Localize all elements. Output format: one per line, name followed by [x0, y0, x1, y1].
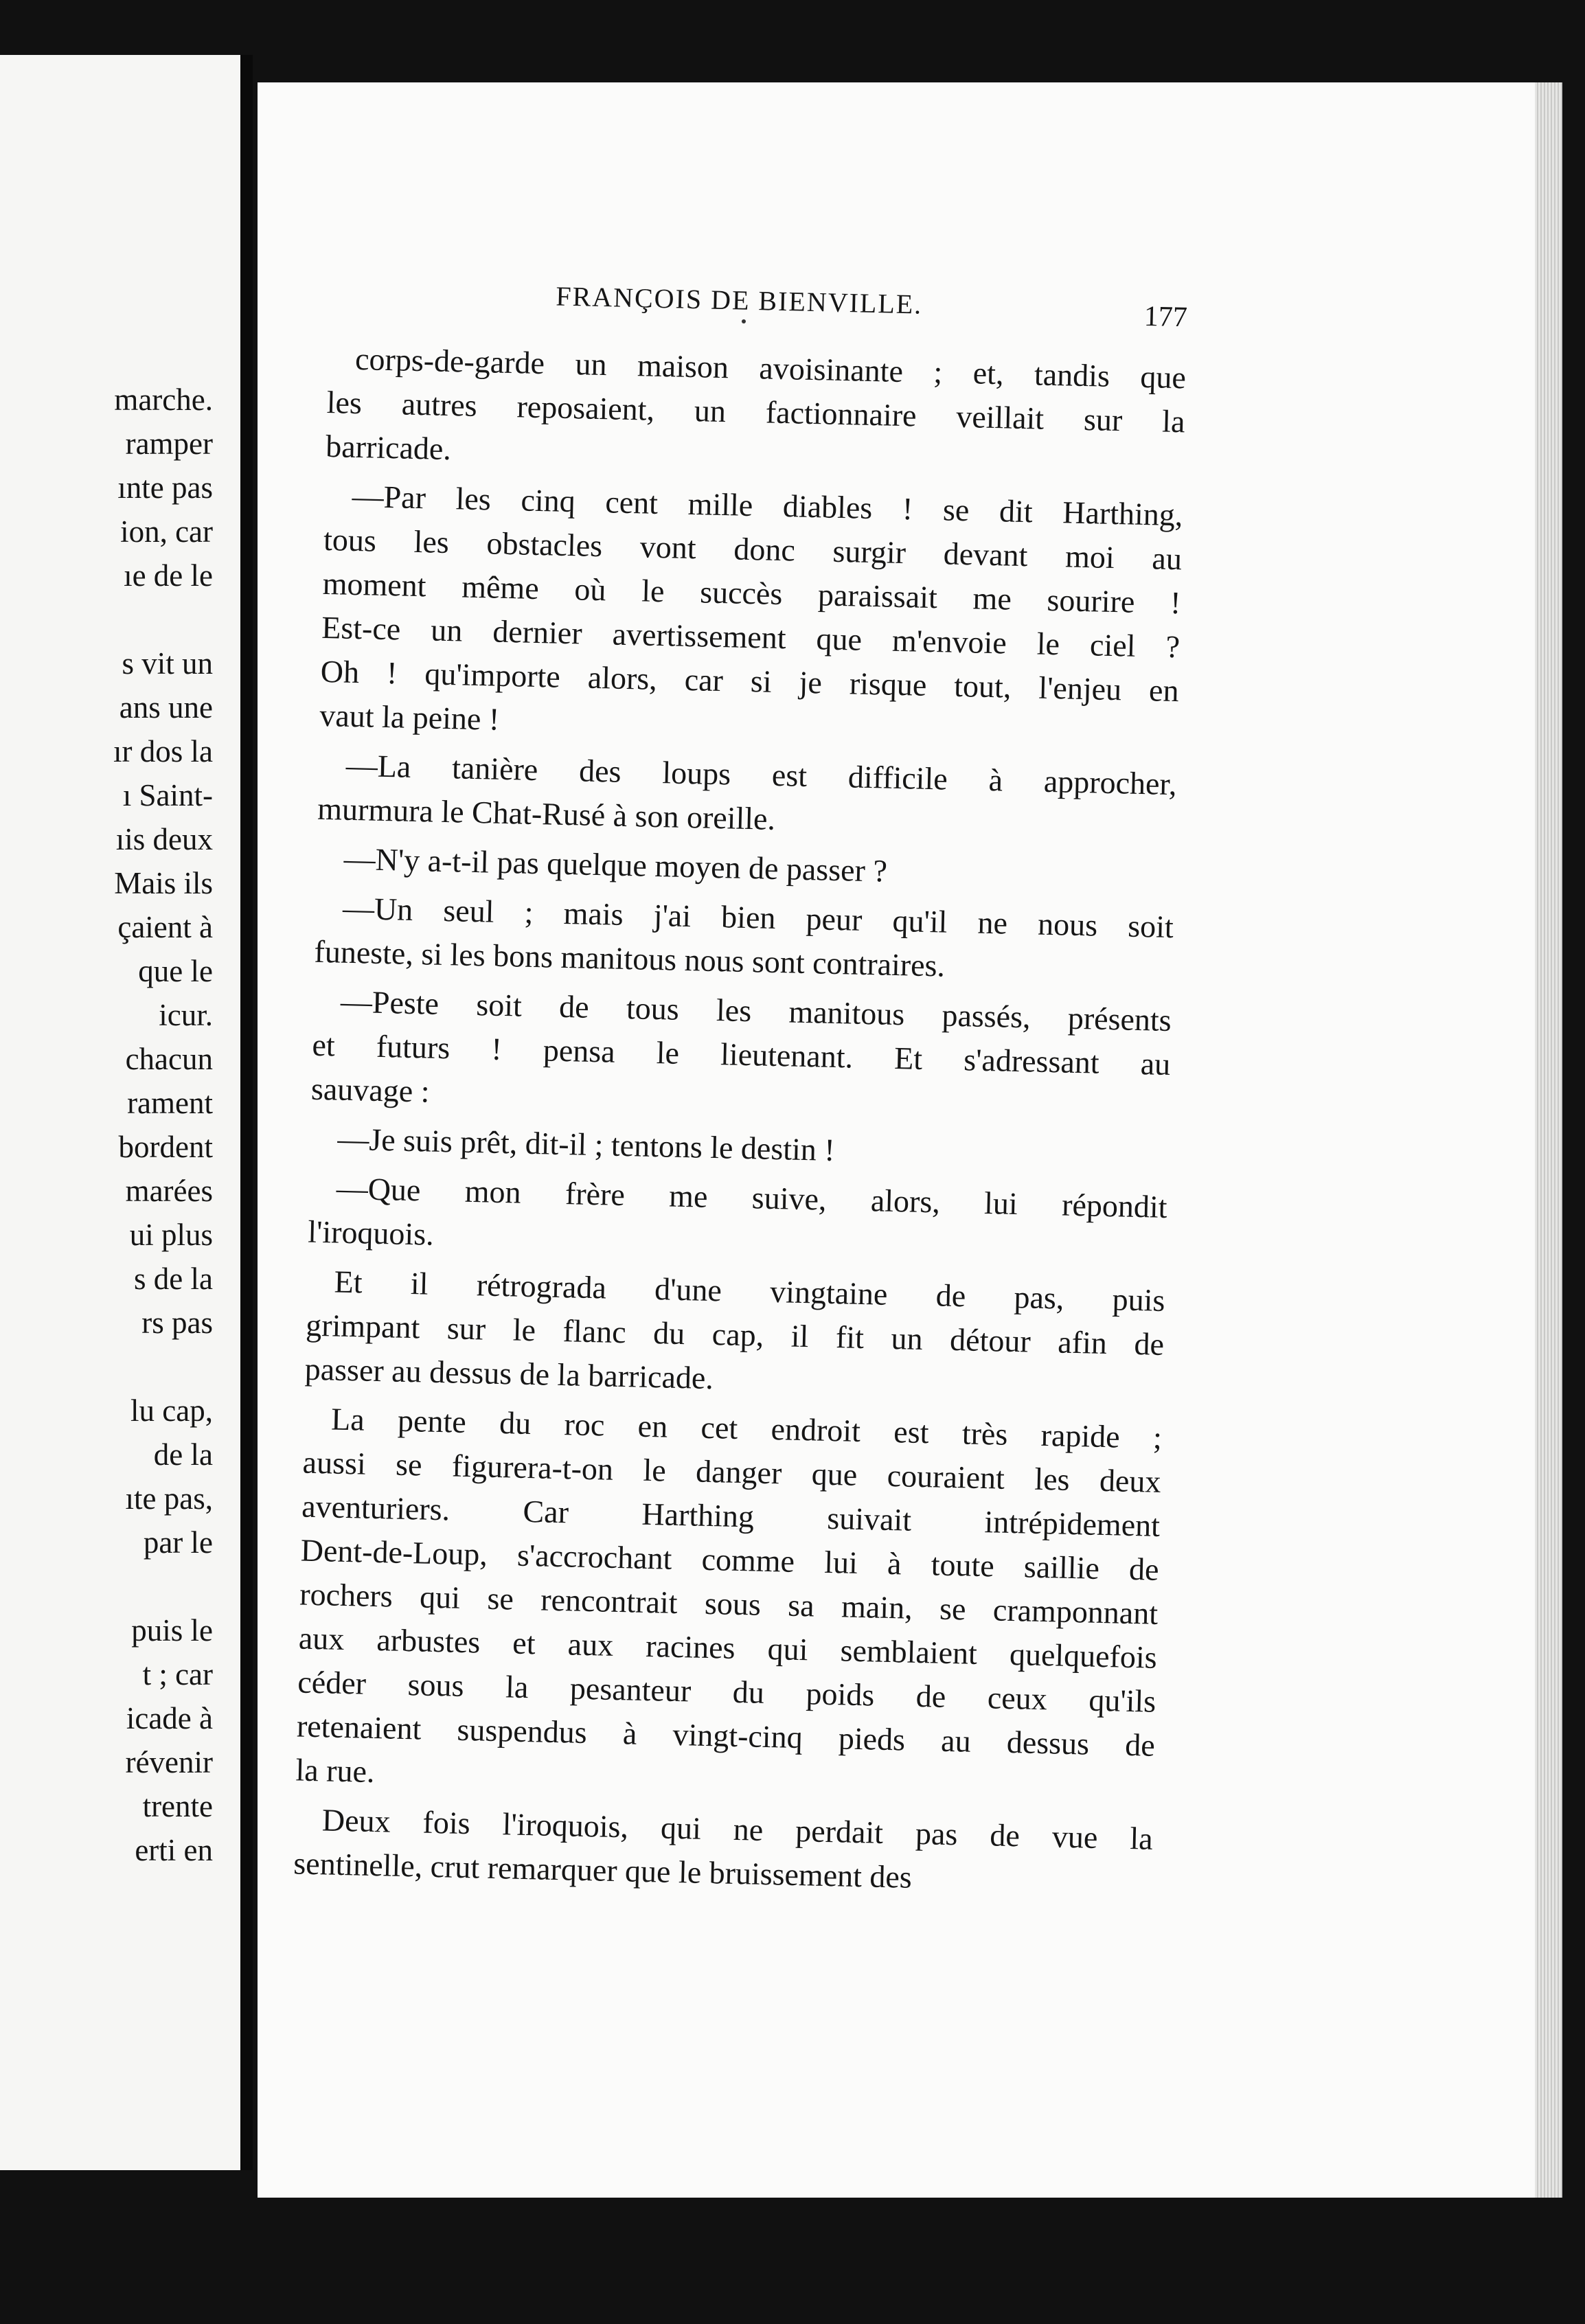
previous-page-line: ramper — [125, 426, 213, 461]
text-line: vaut la peine ! — [319, 697, 500, 737]
previous-page-line: ır dos la — [113, 734, 213, 768]
text-line: —Un seul ; mais j'ai bien peur qu'il ne nous soit — [342, 890, 1174, 945]
previous-page-line: erti en — [135, 1833, 213, 1867]
text-line: —Que mon frère me suive, alors, lui répondit — [336, 1170, 1168, 1225]
text-line: —La tanière des loups est difficile à approcher, — [345, 747, 1178, 802]
paragraph — [293, 1797, 1154, 1904]
text-line: La pente du roc en cet endroit est très rapide ; — [330, 1401, 1163, 1455]
previous-page — [0, 55, 253, 2170]
text-line: Est-ce un dernier avertissement que m'envoie le ciel ? — [321, 609, 1181, 665]
previous-page-line: icur. — [159, 998, 213, 1032]
previous-page-line: çaient à — [117, 910, 213, 944]
text-line: barricade. — [325, 428, 452, 467]
previous-page-line: s vit un — [122, 646, 213, 681]
previous-page-line: chacun — [125, 1042, 213, 1076]
previous-page-line: s de la — [134, 1262, 213, 1296]
text-line: —N'y a-t-il pas quelque moyen de passer ? — [343, 841, 888, 889]
text-line: —Par les cinq cent mille diables ! se dit Harthing, — [352, 478, 1183, 533]
previous-page-line: marées — [125, 1174, 213, 1208]
paragraph — [295, 1397, 1163, 1812]
previous-page-line: ıte pas, — [125, 1481, 213, 1516]
paragraph — [317, 743, 1178, 850]
paragraph — [304, 1260, 1165, 1411]
text-line: aux arbustes et aux racines qui semblaient quelquefois — [298, 1620, 1158, 1675]
text-line: Oh ! qu'importe alors, car si je risque tout, l'enjeu en — [320, 653, 1180, 709]
text-line: moment même où le succès paraissait me sourire ! — [322, 565, 1182, 621]
paragraph — [314, 886, 1174, 993]
text-line: funeste, si les bons manitous nous sont contraires. — [314, 933, 946, 983]
previous-page-line: t ; car — [142, 1657, 213, 1691]
current-page — [258, 82, 1562, 2198]
previous-page-line: ı Saint- — [122, 778, 213, 812]
previous-page-line: ion, car — [120, 514, 213, 549]
text-line: sauvage : — [310, 1071, 431, 1109]
previous-page-line: rs pas — [141, 1306, 213, 1340]
text-line: aussi se figurera-t-on le danger que couraient les deux — [302, 1444, 1162, 1499]
page-number: 177 — [1143, 300, 1188, 334]
text-line: l'iroquois. — [307, 1214, 435, 1252]
text-line: Deux fois l'iroquois, qui ne perdait pas de vue la — [321, 1802, 1154, 1856]
previous-page-line: trente — [142, 1789, 213, 1823]
previous-page-line — [113, 1564, 213, 1608]
text-line: les autres reposaient, un factionnaire veillait sur la — [326, 384, 1186, 440]
previous-page-line: ıis deux — [115, 822, 213, 856]
text-line: —Peste soit de tous les manitous passés, présents — [340, 983, 1172, 1038]
previous-page-line — [113, 1345, 213, 1389]
text-line: Dent-de-Loup, s'accrochant comme lui à toute saillie de — [300, 1532, 1160, 1587]
running-title: FRANÇOIS DE BIENVILLE. — [555, 280, 923, 320]
page-edge — [1535, 82, 1562, 2198]
text-line: corps-de-garde un maison avoisinante ; et, tandis que — [354, 341, 1187, 396]
previous-page-line: ans une — [119, 690, 213, 725]
text-line: sentinelle, crut remarquer que le bruissement des — [293, 1845, 913, 1895]
previous-page-line: rament — [127, 1086, 213, 1120]
previous-page-line: révenir — [125, 1745, 213, 1779]
text-line: la rue. — [295, 1752, 376, 1790]
body-text — [293, 337, 1187, 1905]
paragraph — [310, 979, 1172, 1130]
text-line: Et il rétrograda d'une vingtaine de pas, puis — [334, 1264, 1166, 1318]
text-line: retenaient suspendus à vingt-cinq pieds au dessus de — [296, 1708, 1156, 1763]
text-line: grimpant sur le flanc du cap, il fit un détour afin de — [305, 1307, 1165, 1362]
previous-page-line: marche. — [114, 383, 213, 417]
running-head — [328, 275, 1187, 342]
text-line: et futurs ! pensa le lieutenant. Et s'adressant au — [311, 1027, 1171, 1082]
previous-page-line — [113, 597, 213, 641]
paragraph — [326, 337, 1187, 488]
previous-page-line: que le — [138, 954, 213, 988]
previous-page-line: lu cap, — [130, 1393, 213, 1428]
paragraph — [308, 1166, 1168, 1273]
text-line: rochers qui se rencontrait sous sa main, se cramponnant — [299, 1576, 1159, 1631]
previous-page-text — [113, 378, 213, 1872]
paragraph — [319, 474, 1183, 757]
previous-page-line: de la — [153, 1437, 213, 1472]
text-line: aventuriers. Car Harthing suivait intrépidement — [301, 1488, 1161, 1543]
previous-page-line: ui plus — [129, 1218, 213, 1252]
page-content — [293, 275, 1188, 1911]
text-line: céder sous la pesanteur du poids de ceux qu'ils — [297, 1664, 1156, 1719]
previous-page-line: puis le — [131, 1613, 213, 1648]
previous-page-line: Mais ils — [114, 866, 213, 900]
previous-page-line: ınte pas — [117, 470, 213, 505]
previous-page-line: par le — [143, 1525, 213, 1560]
text-line: tous les obstacles vont donc surgir devant moi au — [323, 521, 1183, 577]
text-line: —Je suis prêt, dit-il ; tentons le destin ! — [337, 1121, 836, 1168]
previous-page-line: icade à — [126, 1701, 213, 1735]
previous-page-line: ıe de le — [124, 558, 213, 593]
text-line: passer au dessus de la barricade. — [304, 1351, 714, 1396]
text-line: murmura le Chat-Rusé à son oreille. — [317, 790, 776, 836]
previous-page-line: bordent — [118, 1130, 213, 1164]
